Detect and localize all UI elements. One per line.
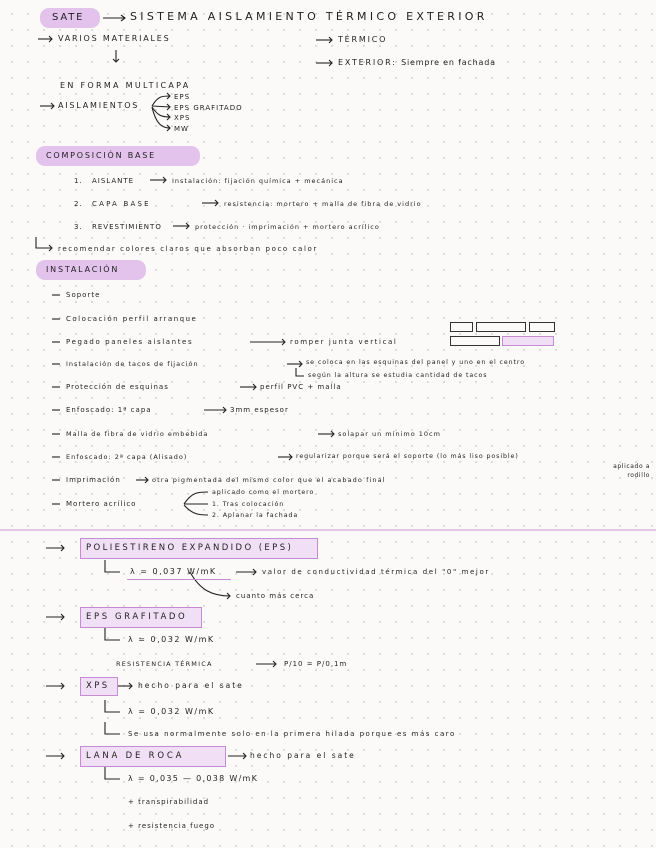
type-xps: XPS	[174, 114, 191, 122]
panel-sketch-4	[450, 336, 500, 346]
step-imprimacion-r: otra pigmentada del mismo color que el acabado final	[152, 476, 386, 484]
step-tacos-r1: se coloca en las esquinas del panel y uno en el centro	[306, 359, 526, 366]
step-malla-r: solapar un mínimo 10cm	[338, 430, 441, 438]
step-enfoscado2-r: regularizar porque será el soporte (lo más liso posible)	[296, 453, 519, 460]
xps-name: XPS	[86, 681, 110, 691]
step-imprimacion: Imprimación	[66, 476, 121, 484]
step-malla: Malla de fibra de vidrio embebida	[66, 430, 209, 438]
panel-sketch-1	[450, 322, 473, 332]
composicion-heading: COMPOSICIÓN BASE	[46, 151, 157, 160]
eps-grafitado-lambda: λ = 0,032 W/mK	[128, 635, 215, 644]
step-pegado-result: romper junta vertical	[290, 338, 398, 346]
instalacion-heading: INSTALACIÓN	[46, 265, 120, 274]
step-enfoscado2: Enfoscado: 2ª capa (Alisado)	[66, 453, 188, 461]
comp-desc-3: protección · imprimación + mortero acrílico	[195, 223, 380, 231]
comp-note: recomendar colores claros que absorban poco calor	[58, 245, 318, 253]
comp-num-1: 1.	[74, 177, 83, 185]
intro-varios: VARIOS MATERIALES	[58, 34, 171, 43]
step-mortero-r2: 2. Aplanar la fachada	[212, 512, 299, 519]
type-mw: MW	[174, 125, 189, 133]
comp-num-2: 2.	[74, 200, 83, 208]
poliestireno-name: POLIESTIRENO EXPANDIDO (EPS)	[86, 543, 294, 553]
step-proteccion: Protección de esquinas	[66, 383, 169, 391]
poliestireno-sub: cuanto más cerca	[236, 592, 315, 600]
lana-p2: + resistencia fuego	[128, 822, 216, 830]
step-tacos-r2: según la altura se estudia cantidad de tacos	[308, 372, 488, 379]
poliestireno-note: valor de conductividad térmica del "0" mejor	[262, 568, 490, 576]
eps-grafitado-formula: P/10 = P/0,1m	[284, 660, 348, 668]
comp-name-3: REVESTIMIENTO	[92, 223, 162, 231]
comp-desc-1: Instalación: fijación química + mecánica	[172, 177, 344, 185]
lana-name: LANA DE ROCA	[86, 751, 185, 761]
step-imprimacion-note: aplicado a rodillo	[613, 463, 650, 479]
type-eps: EPS	[174, 93, 191, 101]
step-enfoscado1: Enfoscado: 1ª capa	[66, 406, 152, 414]
panel-sketch-3	[529, 322, 555, 332]
step-tacos: Instalación de tacos de fijación	[66, 360, 199, 368]
lana-hecho: hecho para el sate	[250, 751, 356, 760]
step-enfoscado1-r: 3mm espesor	[230, 406, 289, 414]
comp-desc-2: resistencia: mortero + malla de fibra de vidrio	[224, 200, 422, 208]
intro-exterior: EXTERIOR: Siempre en fachada	[338, 58, 496, 67]
xps-lambda: λ = 0,032 W/mK	[128, 707, 215, 716]
comp-name-2: CAPA BASE	[92, 200, 151, 208]
step-pegado: Pegado paneles aislantes	[66, 338, 194, 346]
panel-sketch-5	[502, 336, 554, 346]
lana-lambda: λ = 0,035 — 0,038 W/mK	[128, 774, 259, 783]
panel-sketch-2	[476, 322, 526, 332]
step-proteccion-r: perfil PVC + malla	[260, 383, 342, 391]
xps-note: Se usa normalmente solo en la primera hilada porque es más caro	[128, 730, 456, 738]
type-eps-grafitado: EPS GRAFITADO	[174, 104, 243, 112]
comp-num-3: 3.	[74, 223, 83, 231]
step-mortero-r1: 1. Tras colocación	[212, 501, 285, 508]
poliestireno-lambda: λ = 0,037 W/mK	[130, 567, 217, 576]
title-sate: SATE	[52, 12, 85, 23]
page-title: SISTEMA AISLAMIENTO TÉRMICO EXTERIOR	[130, 10, 488, 23]
step-colocacion: Colocación perfil arranque	[66, 315, 198, 323]
step-soporte: Soporte	[66, 291, 101, 299]
eps-grafitado-resistencia: RESISTENCIA TÉRMICA	[116, 660, 213, 668]
xps-hecho: hecho para el sate	[138, 681, 244, 690]
intro-termico: TÉRMICO	[338, 35, 388, 44]
intro-aislamientos: AISLAMIENTOS	[58, 101, 140, 110]
step-mortero: Mortero acrílico	[66, 500, 137, 508]
step-mortero-r0: aplicado como el mortero	[212, 489, 315, 496]
lana-p1: + transpirabilidad	[128, 798, 210, 806]
intro-multicapa: EN FORMA MULTICAPA	[60, 81, 191, 90]
comp-name-1: AISLANTE	[92, 177, 135, 185]
eps-grafitado-name: EPS GRAFITADO	[86, 612, 188, 622]
